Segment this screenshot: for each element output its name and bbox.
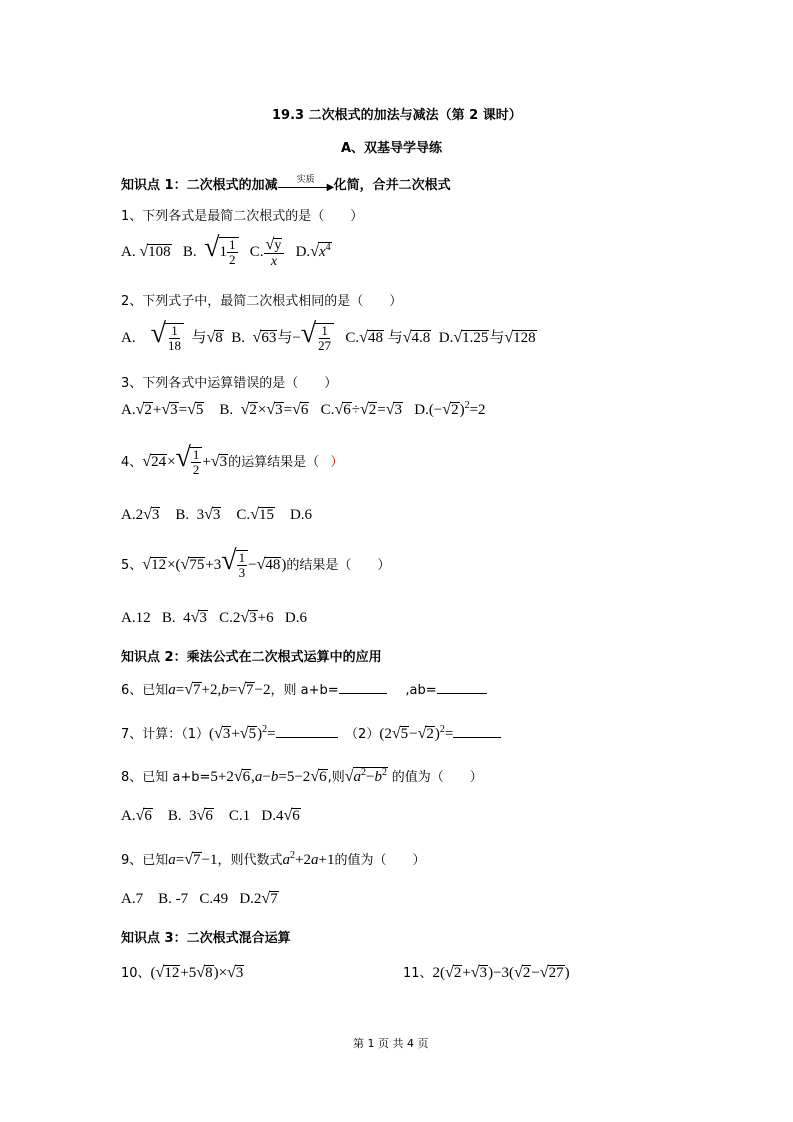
question-6: 6、已知a=√7+2,b=√7−2，则 a+b= ,ab=: [121, 679, 487, 699]
question-8-options: A.√6 B. 3√6 C.1 D.4√6: [121, 807, 300, 824]
question-2: 2、下列式子中，最简二次根式相同的是（ ）: [121, 294, 403, 309]
answer-blank-7-2[interactable]: [453, 724, 501, 738]
question-5-options: A.12 B. 4√3 C.2√3+6 D.6: [121, 609, 307, 626]
page-footer: 第 1 页 共 4 页: [353, 1037, 429, 1050]
arrow-icon: 实质 ▶: [278, 179, 334, 193]
knowledge-point-1: [121, 174, 451, 193]
kp1-label: 知识点 1：二次根式的加减: [121, 178, 278, 193]
question-3: 3、下列各式中运算错误的是（ ）: [121, 376, 338, 391]
knowledge-point-2: 知识点 2：乘法公式在二次根式运算中的应用: [121, 650, 382, 665]
question-9: 9、已知a=√7−1，则代数式$a^2+2a+1$的值为（ ）: [121, 850, 426, 868]
question-9-options: A.7 B. -7 C.49 D.2√7: [121, 890, 278, 907]
question-5: 5、√12×(√75+3√ $\frac{1}{3}$ −√48)的结果是（ ）: [121, 545, 391, 581]
answer-blank-product[interactable]: [437, 680, 487, 694]
page-title: 19.3 二次根式的加法与减法（第 2 课时）: [272, 108, 522, 123]
question-2-options: A. √ $\frac{1}{18}$ 与√8 B. √63与−√ $\frac{1}{27}$ C.√48 与√4.8 D.√1.25与√128: [121, 318, 536, 354]
section-heading: A、双基导学导练: [341, 141, 443, 156]
question-7: 7、计算：$(1)(√3+√5)^2= (2)(2√5-√2)^2=$: [121, 723, 501, 743]
question-11: 11、2(√2+√3)−3(√2−√27): [403, 964, 570, 981]
answer-blank-sum[interactable]: [339, 680, 387, 694]
question-8: 8、已知 a+b=5+2√6,a−b=5−2√6,则$√a^2-b^2$ 的值为（ ）: [121, 767, 483, 785]
question-10: 10、(√12+5√8)×√3: [121, 964, 244, 981]
knowledge-point-3: 知识点 3：二次根式混合运算: [121, 931, 291, 946]
question-4: 4、√24×√ $\frac{1}{2}$ +√3的运算结果是（ ）: [121, 442, 344, 478]
question-1: 1、下列各式是最简二次根式的是（ ）: [121, 209, 364, 224]
question-4-options: A.2√3 B. 3√3 C.√15 D.6: [121, 506, 313, 523]
answer-blank-7-1[interactable]: [276, 724, 338, 738]
question-3-options: A.√2+√3=√5 B. √2×√3=√6 C.√6÷√2=√3 $D.(-√2)^2=2$: [121, 400, 486, 418]
question-1-options: A. √108 B. √1 $\frac{1}{2}$ C. $\frac{√y}{x}$ $D.√x^4$: [121, 232, 331, 270]
kp1-rest: 化简，合并二次根式: [333, 178, 451, 193]
